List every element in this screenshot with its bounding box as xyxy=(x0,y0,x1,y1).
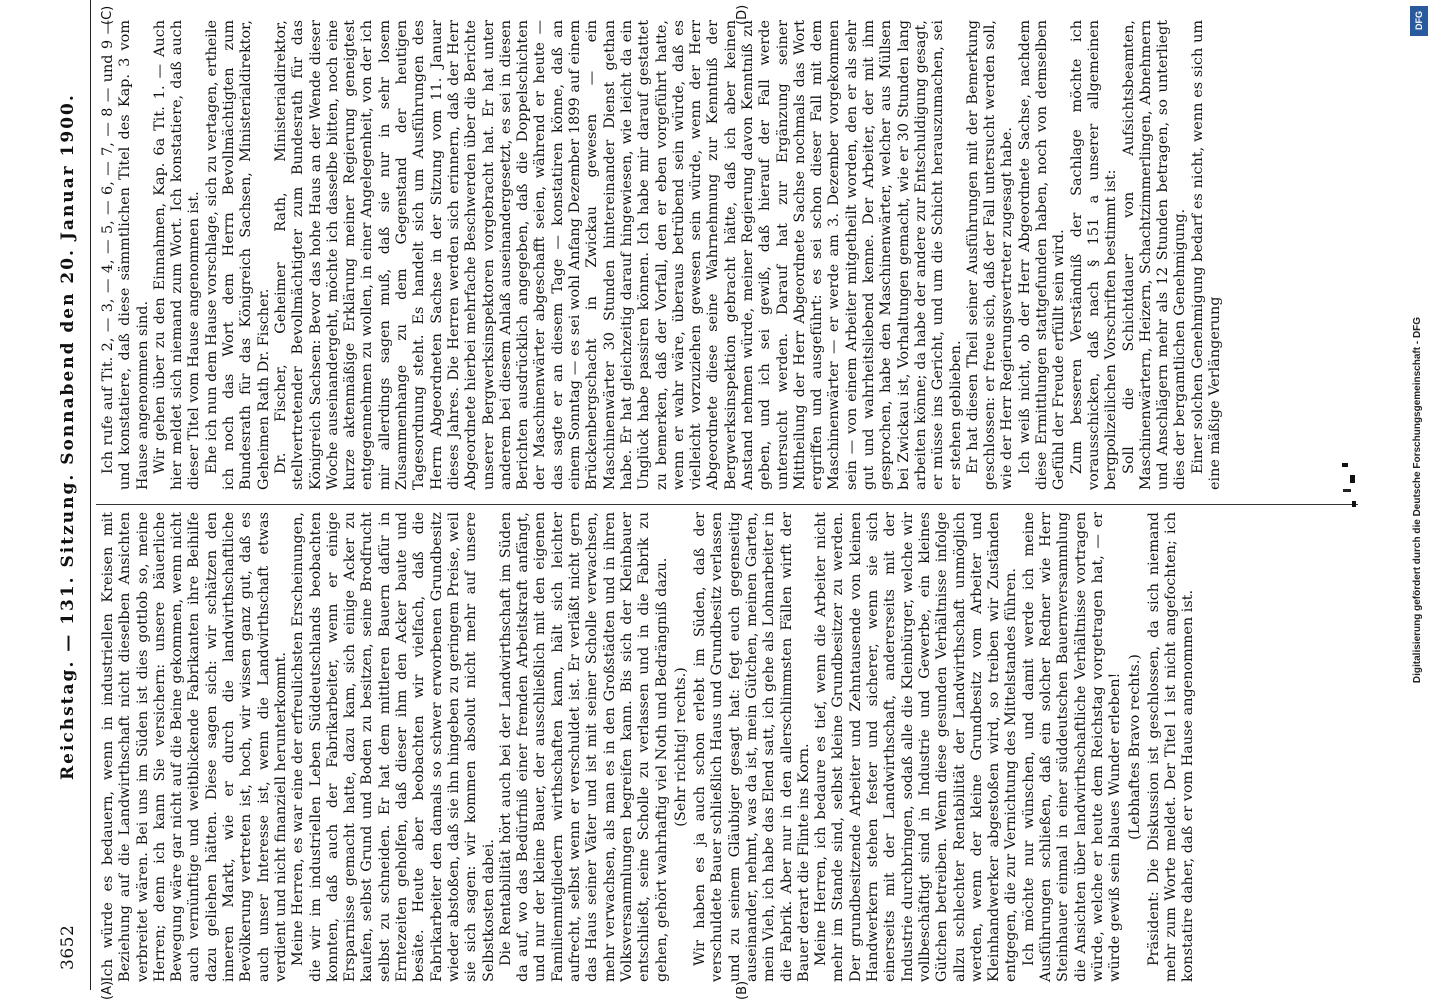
paragraph: Wir gehen über zu den Einnahmen, Kap. 6a Tit. 1. — Auch hier meldet sich niemand zum Wort. Ich konstatiere, daß auch dieser Titel vom Hause angenommen ist. xyxy=(151,20,203,490)
paragraph: Er hat diesen Theil seiner Ausführungen mit der Bemerkung geschlossen: er freue sich, daß der Fall untersucht werden soll, wie der Herr Regierungsvertreter zugesagt habe. xyxy=(964,20,1016,490)
paragraph: Ich rufe auf Tit. 2, — 3, — 4, — 5, — 6, — 7, — 8 — und 9 — und konstatiere, daß diese sämmtlichen Titel des Kap. 3 vom Hause angenommen sind. xyxy=(100,20,151,490)
digitization-credit: Digitalisierung gefördert durch die Deutsche Forschungsgemeinschaft - DFG xyxy=(1412,316,1423,684)
page-header-title: Reichstag. — 131. Sitzung. Sonnabend den 20. Januar 1900. xyxy=(58,93,78,780)
margin-marker-c: (C) xyxy=(100,5,115,25)
paragraph: Meine Herren, es war eine der erfreulichsten Erscheinungen, die wir im industriellen Leben Süddeutschlands beobachten konnten, daß auch der Fabrikarbeiter, wenn er einige Ersparnisse gemacht hatte, dazu kam, sich einige Acker zu kaufen, selbst Grund und Boden zu besitzen, seine Brodfrucht selbst zu schneiden. Er hat dem mittleren Bauern dafür in Erntezeiten geholfen, daß dieser ihm den Acker baute und besäte. Heute aber beobachten wir vielfach, daß die Fabrikarbeiter den damals so schwer erworbenen Grundbesitz wieder abstoßen, daß sie ihn hingeben zu geringem Preise, weil sie sich sagen: wir kommen absolut nicht mehr auf unsere Selbstkosten dabei. xyxy=(290,512,497,982)
margin-marker-d: (D) xyxy=(735,4,750,25)
paragraph: Die Rentabilität hört auch bei der Landwirthschaft im Süden da auf, wo das Bedürfniß einer fremden Arbeitskraft anfängt, und nur der kleine Bauer, der ausschließlich mit den eigenen Familienmitgliedern wirthschaften kann, hält sich leichter aufrecht, selbst wenn er verschuldet ist. Er verläßt nicht gern das Haus seiner Väter und ist mit seiner Scholle verwachsen, mehr verwachsen, als man es in den Großstädten und in ihren Volksversammlungen begreifen kann. Bis sich der Kleinbauer entschließt, seine Scholle zu verlassen und in die Fabrik zu gehen, gehört wahrhaftig viel Noth und Bedrängniß dazu. xyxy=(497,512,670,982)
interjection: (Sehr richtig! rechts.) xyxy=(672,667,689,827)
paragraph: Meine Herren, ich bedaure es tief, wenn die Arbeiter nicht mehr im Stande sind, selbst kleine Grundbesitzer zu werden. Der grundbesitzende Arbeiter und Zehntausende von kleinen Handwerkern stehen fester und sicherer, wenn sie sich einerseits mit der Landwirthschaft, andererseits mit der Industrie durchbringen, sodaß alle die Kleinbürger, welche wir vollbeschäftigt sind in Industrie und Gewerbe, ein kleines Gütchen betreiben. Wenn diese gesunden Verhältnisse infolge allzu schlechter Rentabilität der Landwirthschaft unmöglich werden, wenn der kleine Grundbesitz vom Arbeiter und Kleinhandwerker abgestoßen wird, so treiben wir Zuständen entgegen, die zur Vernichtung des Mittelstandes führen. xyxy=(813,512,1020,982)
paragraph: Einer solchen Genehmigung bedarf es nicht, wenn es sich um eine mäßige Verlängerung xyxy=(1189,20,1223,490)
column-divider xyxy=(96,504,1358,505)
page-header xyxy=(58,0,84,1000)
left-column xyxy=(100,512,1198,982)
margin-marker-a: (A) xyxy=(100,980,115,1000)
dfg-logo: DFG xyxy=(1410,6,1428,36)
interjection: (Lebhaftes Bravo rechts.) xyxy=(1126,654,1143,840)
paragraph: Präsident: Die Diskussion ist geschlossen, da sich niemand mehr zum Worte meldet. Der Titel 1 ist nicht angefochten; ich konstatire daher, daß er vom Hause angenommen ist. xyxy=(1145,512,1197,982)
right-column xyxy=(100,20,1224,490)
paragraph: Soll die Schichtdauer von Aufsichtsbeamten, Maschinenwärtern, Heizern, Schachtzimmerlingen, Abnehmern und Anschlägern mehr als 12 Stunden betragen, so unterliegt dies der bergamtlichen Genehmigung. xyxy=(1120,20,1189,490)
paragraph: Dr. Fischer, Geheimer Rath, Ministerialdirektor, stellvertretender Bevollmächtigter zum Bundesrath für das Königreich Sachsen: Bevor das hohe Haus an der Wende dieser Woche auseinandergeht, möchte ich dasselbe bitten, noch eine kurze aktenmäßige Erklärung meiner Regierung geneigtest entgegennehmen zu wollen, in einer Angelegenheit, von der ich mir allerdings sagen muß, daß sie nur in sehr losem Zusammenhange zu dem Gegenstand der heutigen Tagesordnung steht. Es handelt sich um Ausführungen des Herrn Abgeordneten Sachse in der Sitzung vom 11. Januar dieses Jahres. Die Herren werden sich erinnern, daß der Herr Abgeordnete hierbei mehrfache Beschwerden über die Berichte unserer Bergwerksinspektoren vorgebracht hat. Er hat unter anderem bei diesem Anlaß auseinandergesetzt, es sei in diesen Berichten ausdrücklich angegeben, daß die Doppelschichten der Maschinenwärter abgeschafft seien, während er heute — das sagte er an diesem Tage — konstatiren könne, daß an einem Sonntag — es sei wohl Anfang Dezember 1899 auf einem Brückenbergschacht in Zwickau gewesen — ein Maschinenwärter 30 Stunden hintereinander Dienst gethan habe. Er hat gleichzeitig darauf hingewiesen, wie leicht da ein Unglück habe passiren können. Ich habe mir darauf gestattet zu bemerken, daß der Vorfall, den er eben vorgeführt hatte, wenn er wahr wäre, überaus betrübend sein würde, daß es vielleicht vorzuziehen gewesen sein würde, wenn der Herr Abgeordnete diese seine Wahrnehmung zur Kenntniß der Bergwerksinspektion gebracht hätte, daß ich aber keinen Anstand nehmen würde, meiner Regierung davon Kenntniß zu geben, und ich sei gewiß, daß hierauf der Fall werde untersucht werden. Darauf hat zur Ergänzung seiner Mittheilung der Herr Abgeordnete Sachse nochmals das Wort ergriffen und ausgeführt: es sei schon dieser Fall mit dem Maschinenwärter — er werde am 3. Dezember vorgekommen sein — von einem Arbeiter mitgetheilt worden, den er als sehr gut und wahrheitsliebend kenne. Der Arbeiter, der mit ihm gesprochen, habe den Maschinenwärter, welcher aus Müllsen bei Zwickau ist, Vorhaltungen gemacht, wie er 30 Stunden lang arbeiten könne; da habe der andere zur Entschuldigung gesagt, er müsse ins Gericht, und um die Schicht herauszumachen, sei er stehen geblieben. xyxy=(272,20,964,490)
page-number: 3652 xyxy=(58,924,78,970)
paragraph: Zum besseren Verständniß der Sachlage möchte ich vorausschicken, daß nach § 151 a unserer allgemeinen bergpolizeilichen Vorschriften bestimmt ist: xyxy=(1068,20,1120,490)
paragraph: Ich würde es bedauern, wenn in industriellen Kreisen mit Beziehung auf die Landwirthschaft nicht dieselben Ansichten verbreitet wären. Bei uns im Süden ist dies gottlob so, meine Herren; denn ich kann Sie versichern: unsere bäuerliche Bewegung wäre gar nicht auf die Beine gekommen, wenn nicht auch vernünftige und weitblickende Fabrikanten ihre Beihilfe dazu geliehen hätten. Diese sagen sich: wir schätzen den inneren Markt, wie er durch die landwirthschaftliche Bevölkerung vertreten ist, hoch, wir wissen ganz gut, daß es auch unser Interesse ist, wenn die Landwirthschaft etwas verdient und nicht finanziell herunterkommt. xyxy=(100,512,289,982)
paragraph: Ich weiß nicht, ob der Herr Abgeordnete Sachse, nachdem diese Ermittlungen stattgefunden haben, noch von demselben Gefühl der Freude erfüllt sein wird. xyxy=(1016,20,1068,490)
digitization-sidebar xyxy=(1404,0,1428,1000)
paragraph: Ich möchte nur wünschen, und damit werde ich meine Ausführungen schließen, daß ein solcher Redner wie Herr Steinhauer einmal in einer süddeutschen Bauernversammlung die Ansichten über landwirthschaftliche Verhältnisse vortragen würde, welche er heute dem Reichstag vorgetragen hat, — er würde gewiß sein blaues Wunder erleben! xyxy=(1020,512,1124,982)
paragraph: Ehe ich nun dem Hause vorschlage, sich zu vertagen, ertheile ich noch das Wort dem Herrn Bevollmächtigten zum Bundesrath für das Königreich Sachsen, Ministerialdirektor, Geheimen Rath Dr. Fischer. xyxy=(203,20,272,490)
margin-marker-b: (B) xyxy=(735,980,750,1000)
paragraph: Wir haben es ja auch schon erlebt im Süden, daß der verschuldete Bauer schließlich Haus und Grundbesitz verlassen und zu seinem Gläubiger gesagt hat: fegt euch gegenseitig auseinander, nehmt, was da ist, mein Gütchen, meinen Garten, mein Vieh, ich habe das Elend satt, ich gehe als Lohnarbeiter in die Fabrik. Aber nur in den allerschlimmsten Fällen wirft der Bauer derart die Flinte ins Korn. xyxy=(692,512,812,982)
ink-smudge xyxy=(1340,455,1360,515)
header-rule xyxy=(90,0,91,990)
